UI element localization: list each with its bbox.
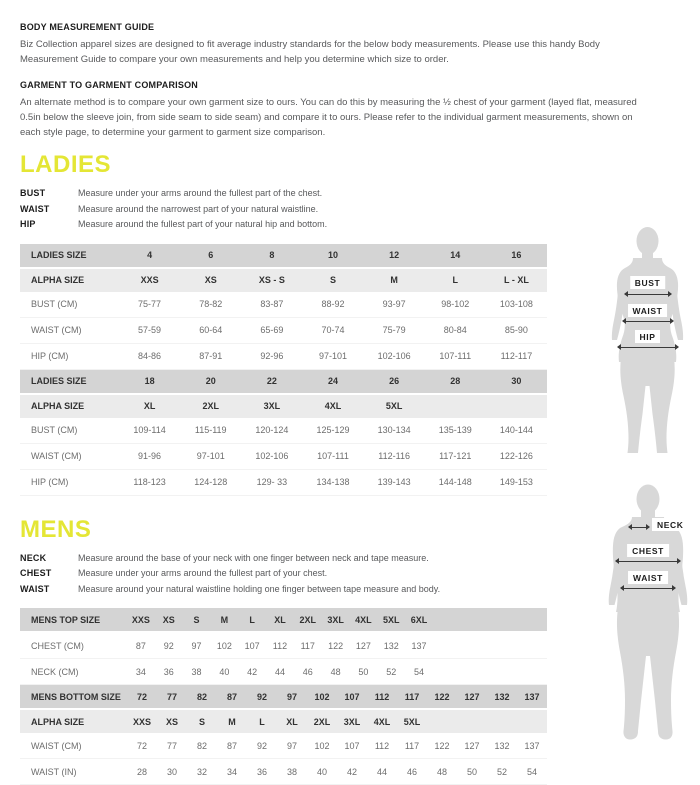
size-cell: 135-139 xyxy=(425,418,486,444)
row-label: ALPHA SIZE xyxy=(20,268,119,292)
size-cell: 70-74 xyxy=(302,317,363,343)
size-cell: 97-101 xyxy=(302,343,363,369)
size-cell: 127 xyxy=(457,685,487,709)
size-cell: L - XL xyxy=(486,268,547,292)
row-label: LADIES SIZE xyxy=(20,244,119,268)
size-cell: 102-106 xyxy=(364,343,425,369)
size-cell: 40 xyxy=(210,659,238,685)
size-cell: 87 xyxy=(217,733,247,759)
size-cell: 92 xyxy=(247,733,277,759)
note-row-waist xyxy=(20,202,700,218)
figure-label-waist: WAIST xyxy=(628,304,668,317)
row-label: WAIST (CM) xyxy=(20,443,119,469)
size-cell: XS xyxy=(155,608,183,632)
size-cell: 87-91 xyxy=(180,343,241,369)
size-cell: 117-121 xyxy=(425,443,486,469)
size-cell: XS xyxy=(180,268,241,292)
size-cell: 97 xyxy=(183,632,211,659)
size-cell: 54 xyxy=(517,759,547,785)
size-cell: 52 xyxy=(487,759,517,785)
table-row xyxy=(20,268,547,292)
table-row xyxy=(20,685,547,709)
size-cell: 132 xyxy=(377,632,405,659)
size-cell: 118-123 xyxy=(119,469,180,495)
row-label: HIP (CM) xyxy=(20,343,119,369)
size-cell: 50 xyxy=(457,759,487,785)
note-text: Measure around the base of your neck with one finger between neck and tape measure. xyxy=(78,551,429,567)
chest-measure-arrow xyxy=(616,561,680,562)
size-cell: 120-124 xyxy=(241,418,302,444)
size-cell: 46 xyxy=(397,759,427,785)
table-row xyxy=(20,759,547,785)
size-cell xyxy=(486,394,547,418)
size-cell: 50 xyxy=(350,659,378,685)
size-cell: 32 xyxy=(187,759,217,785)
note-label: WAIST xyxy=(20,582,78,598)
size-cell: 38 xyxy=(277,759,307,785)
size-cell: 122 xyxy=(427,733,457,759)
table-row xyxy=(20,369,547,394)
size-cell: 28 xyxy=(425,369,486,394)
size-cell: 72 xyxy=(127,685,157,709)
hip-measure-arrow xyxy=(618,347,678,348)
note-text: Measure around the fullest part of your natural hip and bottom. xyxy=(78,217,327,233)
size-cell: 2XL xyxy=(307,709,337,733)
size-cell: 42 xyxy=(238,659,266,685)
size-cell xyxy=(457,709,487,733)
note-text: Measure around your natural waistline holding one finger between tape measure and body. xyxy=(78,582,440,598)
male-figure xyxy=(598,484,698,744)
figure-label-waist: WAIST xyxy=(628,571,668,584)
size-cell: L xyxy=(247,709,277,733)
size-cell: 36 xyxy=(247,759,277,785)
note-text: Measure under your arms around the fullest part of the chest. xyxy=(78,186,322,202)
size-cell: 102 xyxy=(307,685,337,709)
size-cell: 125-129 xyxy=(302,418,363,444)
bust-measure-arrow xyxy=(625,294,671,295)
note-row-hip xyxy=(20,217,700,233)
note-row-bust xyxy=(20,186,700,202)
size-cell: 26 xyxy=(364,369,425,394)
row-label: ALPHA SIZE xyxy=(20,394,119,418)
size-cell: 18 xyxy=(119,369,180,394)
table-row xyxy=(20,659,547,685)
size-cell: 72 xyxy=(127,733,157,759)
size-cell: 92 xyxy=(155,632,183,659)
size-cell: 3XL xyxy=(337,709,367,733)
size-cell: 57-59 xyxy=(119,317,180,343)
waist-measure-arrow xyxy=(621,588,675,589)
size-cell: 92 xyxy=(247,685,277,709)
size-cell: 122 xyxy=(427,685,457,709)
note-label: CHEST xyxy=(20,566,78,582)
size-cell: 107 xyxy=(337,733,367,759)
size-cell: 112 xyxy=(367,733,397,759)
table-row xyxy=(20,632,547,659)
mens-heading: MENS xyxy=(20,518,700,542)
table-row xyxy=(20,317,547,343)
size-cell: 28 xyxy=(127,759,157,785)
size-cell: 36 xyxy=(155,659,183,685)
size-cell: 44 xyxy=(367,759,397,785)
size-cell: M xyxy=(217,709,247,733)
size-cell: 54 xyxy=(405,659,433,685)
figure-label-hip: HIP xyxy=(635,330,661,343)
size-cell: 80-84 xyxy=(425,317,486,343)
size-cell: 102 xyxy=(210,632,238,659)
size-cell: 34 xyxy=(217,759,247,785)
size-cell: 132 xyxy=(487,733,517,759)
size-cell: S xyxy=(183,608,211,632)
size-cell: 122-126 xyxy=(486,443,547,469)
note-label: BUST xyxy=(20,186,78,202)
table-row xyxy=(20,709,547,733)
ladies-size-table xyxy=(20,244,547,496)
size-cell: 5XL xyxy=(397,709,427,733)
size-cell: 77 xyxy=(157,685,187,709)
size-cell: 107 xyxy=(238,632,266,659)
size-cell: 40 xyxy=(307,759,337,785)
row-label: ALPHA SIZE xyxy=(20,709,127,733)
size-cell: 149-153 xyxy=(486,469,547,495)
size-cell: S xyxy=(187,709,217,733)
size-cell: 129- 33 xyxy=(241,469,302,495)
size-cell: 4XL xyxy=(350,608,378,632)
note-label: NECK xyxy=(20,551,78,567)
size-cell: 117 xyxy=(397,733,427,759)
size-cell xyxy=(425,394,486,418)
size-cell: 87 xyxy=(217,685,247,709)
size-cell: 10 xyxy=(302,244,363,268)
row-label: WAIST (CM) xyxy=(20,733,127,759)
size-cell: XS - S xyxy=(241,268,302,292)
size-cell: 16 xyxy=(486,244,547,268)
figure-label-chest: CHEST xyxy=(627,544,669,557)
row-label: MENS BOTTOM SIZE xyxy=(20,685,127,709)
size-cell: 30 xyxy=(157,759,187,785)
size-cell: 139-143 xyxy=(364,469,425,495)
size-cell: 78-82 xyxy=(180,292,241,318)
size-cell: 102-106 xyxy=(241,443,302,469)
ladies-section xyxy=(20,153,700,496)
ladies-measurement-notes xyxy=(20,186,700,233)
size-cell: 82 xyxy=(187,685,217,709)
size-cell: 92-96 xyxy=(241,343,302,369)
figure-label-neck: NECK xyxy=(652,518,689,531)
size-cell: 97 xyxy=(277,733,307,759)
size-cell: XS xyxy=(157,709,187,733)
filler-cell xyxy=(433,608,547,632)
size-cell: 137 xyxy=(405,632,433,659)
size-cell: 52 xyxy=(377,659,405,685)
size-cell: 115-119 xyxy=(180,418,241,444)
size-cell: XXS xyxy=(127,608,155,632)
size-cell: 44 xyxy=(266,659,294,685)
size-cell: M xyxy=(210,608,238,632)
size-cell: XXS xyxy=(119,268,180,292)
size-cell: 112-117 xyxy=(486,343,547,369)
size-cell: 82 xyxy=(187,733,217,759)
size-cell: 124-128 xyxy=(180,469,241,495)
size-cell: 91-96 xyxy=(119,443,180,469)
size-cell: 84-86 xyxy=(119,343,180,369)
size-cell: XXS xyxy=(127,709,157,733)
size-cell: L xyxy=(425,268,486,292)
size-cell: 112 xyxy=(367,685,397,709)
row-label: WAIST (CM) xyxy=(20,317,119,343)
note-text: Measure around the narrowest part of your natural waistline. xyxy=(78,202,318,218)
row-label: WAIST (IN) xyxy=(20,759,127,785)
table-row xyxy=(20,733,547,759)
size-cell: 22 xyxy=(241,369,302,394)
size-cell: 30 xyxy=(486,369,547,394)
size-cell: 88-92 xyxy=(302,292,363,318)
size-cell: 24 xyxy=(302,369,363,394)
size-cell: 107-111 xyxy=(425,343,486,369)
size-cell: 3XL xyxy=(241,394,302,418)
size-cell: 75-77 xyxy=(119,292,180,318)
table-row xyxy=(20,469,547,495)
table-row xyxy=(20,608,547,632)
size-cell: 112 xyxy=(266,632,294,659)
size-cell: 127 xyxy=(457,733,487,759)
row-label: NECK (CM) xyxy=(20,659,127,685)
row-label: HIP (CM) xyxy=(20,469,119,495)
size-cell: 112-116 xyxy=(364,443,425,469)
row-label: MENS TOP SIZE xyxy=(20,608,127,632)
size-cell xyxy=(487,709,517,733)
female-figure xyxy=(600,226,695,458)
row-label: LADIES SIZE xyxy=(20,369,119,394)
size-cell: 87 xyxy=(127,632,155,659)
size-cell: 6 xyxy=(180,244,241,268)
table-row xyxy=(20,343,547,369)
size-cell: 34 xyxy=(127,659,155,685)
size-cell: 137 xyxy=(517,685,547,709)
size-cell: 14 xyxy=(425,244,486,268)
figure-label-bust: BUST xyxy=(630,276,666,289)
size-cell: 83-87 xyxy=(241,292,302,318)
size-cell: 109-114 xyxy=(119,418,180,444)
size-cell: S xyxy=(302,268,363,292)
waist-measure-arrow xyxy=(623,321,673,322)
size-cell: 5XL xyxy=(364,394,425,418)
filler-cell xyxy=(433,659,547,685)
note-label: HIP xyxy=(20,217,78,233)
row-label: BUST (CM) xyxy=(20,292,119,318)
size-cell: 107-111 xyxy=(302,443,363,469)
size-cell: 20 xyxy=(180,369,241,394)
table-row xyxy=(20,443,547,469)
size-cell: 144-148 xyxy=(425,469,486,495)
table-row xyxy=(20,418,547,444)
size-cell: L xyxy=(238,608,266,632)
size-cell: 2XL xyxy=(294,608,322,632)
intro-block xyxy=(20,22,700,140)
size-cell: 140-144 xyxy=(486,418,547,444)
size-cell: 137 xyxy=(517,733,547,759)
size-cell: 8 xyxy=(241,244,302,268)
size-cell: XL xyxy=(266,608,294,632)
size-cell: 48 xyxy=(427,759,457,785)
size-cell: 38 xyxy=(183,659,211,685)
size-cell: 117 xyxy=(294,632,322,659)
size-cell: 85-90 xyxy=(486,317,547,343)
size-cell: 117 xyxy=(397,685,427,709)
size-cell: 60-64 xyxy=(180,317,241,343)
size-cell: M xyxy=(364,268,425,292)
size-cell: 2XL xyxy=(180,394,241,418)
comparison-title: GARMENT TO GARMENT COMPARISON xyxy=(20,80,700,90)
size-cell xyxy=(427,709,457,733)
table-row xyxy=(20,292,547,318)
size-cell: 77 xyxy=(157,733,187,759)
size-cell: 132 xyxy=(487,685,517,709)
size-cell: 46 xyxy=(294,659,322,685)
size-cell: 103-108 xyxy=(486,292,547,318)
filler-cell xyxy=(433,632,547,659)
note-label: WAIST xyxy=(20,202,78,218)
row-label: CHEST (CM) xyxy=(20,632,127,659)
size-cell: 48 xyxy=(322,659,350,685)
size-cell: 134-138 xyxy=(302,469,363,495)
mens-bottom-size-table xyxy=(20,685,547,785)
size-cell: 65-69 xyxy=(241,317,302,343)
size-cell: 102 xyxy=(307,733,337,759)
guide-title: BODY MEASUREMENT GUIDE xyxy=(20,22,700,32)
size-cell: 130-134 xyxy=(364,418,425,444)
size-cell: 97 xyxy=(277,685,307,709)
comparison-description: An alternate method is to compare your own garment size to ours. You can do this by measuring the ½ chest of your garment (layed flat, measured 0.5in below the sleeve join, from side seam to side seam) and compare it to ours. Please refer to the individual garment measurements, shown on each style page, to determine your garment to garment size comparison. xyxy=(20,95,648,140)
size-cell: 3XL xyxy=(322,608,350,632)
size-cell: 42 xyxy=(337,759,367,785)
row-label: BUST (CM) xyxy=(20,418,119,444)
table-row xyxy=(20,244,547,268)
size-cell: 6XL xyxy=(405,608,433,632)
size-cell: 4XL xyxy=(367,709,397,733)
size-cell: 5XL xyxy=(377,608,405,632)
size-cell: 122 xyxy=(322,632,350,659)
size-cell: 75-79 xyxy=(364,317,425,343)
size-cell: XL xyxy=(277,709,307,733)
neck-measure-arrow xyxy=(629,527,649,528)
size-cell: 4 xyxy=(119,244,180,268)
guide-description: Biz Collection apparel sizes are designed to fit average industry standards for the below body measurements. Please use this handy Body Measurement Guide to compare your own measurements and help you determine which size to order. xyxy=(20,37,648,67)
size-cell xyxy=(517,709,547,733)
size-cell: XL xyxy=(119,394,180,418)
ladies-heading: LADIES xyxy=(20,153,700,177)
note-text: Measure under your arms around the fullest part of your chest. xyxy=(78,566,327,582)
mens-top-size-table xyxy=(20,608,547,685)
size-cell: 12 xyxy=(364,244,425,268)
size-cell: 98-102 xyxy=(425,292,486,318)
size-cell: 97-101 xyxy=(180,443,241,469)
size-cell: 127 xyxy=(350,632,378,659)
table-row xyxy=(20,394,547,418)
size-cell: 107 xyxy=(337,685,367,709)
size-cell: 93-97 xyxy=(364,292,425,318)
size-cell: 4XL xyxy=(302,394,363,418)
